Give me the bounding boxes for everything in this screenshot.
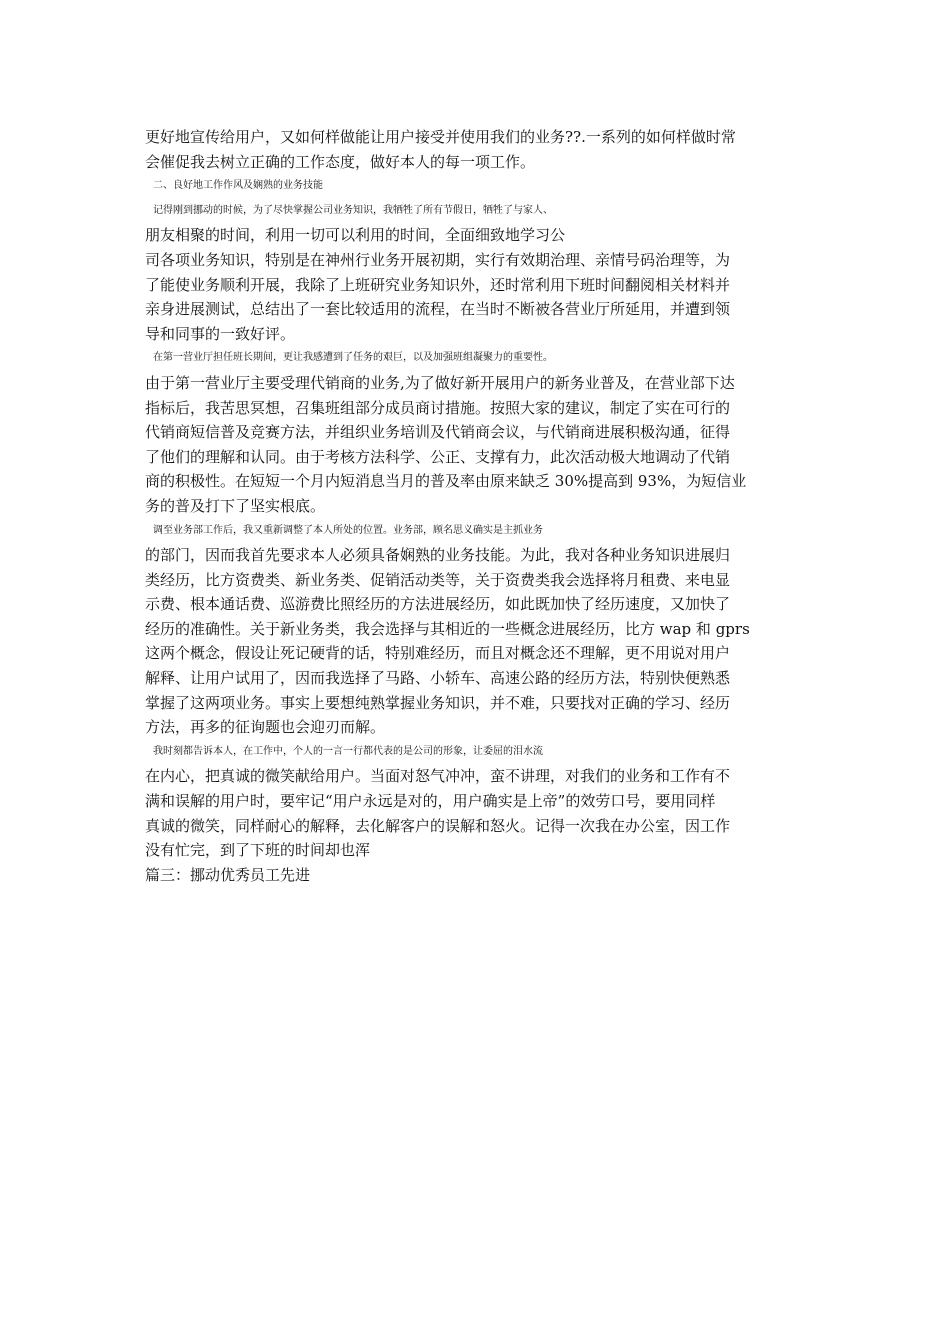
text-line: 记得刚到挪动的时候，为了尽快掌握公司业务知识，我牺牲了所有节假日，牺牲了与家人、: [153, 204, 553, 216]
text-line: 由于第一营业厅主要受理代销商的业务,为了做好新开展用户的新务业普及，在营业部下达: [145, 373, 735, 392]
text-line: 的部门，因而我首先要求本人必须具备娴熟的业务技能。为此，我对各种业务知识进展归: [145, 546, 731, 565]
text-line: 朋友相聚的时间，利用一切可以利用的时间，全面细致地学习公: [145, 226, 566, 245]
text-line: 二、良好地工作作风及娴熟的业务技能: [153, 180, 323, 192]
text-line: 了他们的理解和认同。由于考核方法科学、公正、支撑有力，此次活动极大地调动了代销: [145, 447, 731, 466]
text-line: 掌握了这两项业务。事实上要想纯熟掌握业务知识，并不难，只要找对正确的学习、经历: [145, 693, 731, 712]
text-line: 会催促我去树立正确的工作态度，做好本人的每一项工作。: [145, 152, 536, 171]
text-line: 真诚的微笑，同样耐心的解释，去化解客户的误解和怒火。记得一次我在办公室，因工作: [145, 816, 731, 835]
text-line: 经历的准确性。关于新业务类，我会选择与其相近的一些概念进展经历，比方 wap 和 gprs: [145, 619, 750, 638]
text-line: 司各项业务知识，特别是在神州行业务开展初期，实行有效期治理、亲情号码治理等，为: [145, 250, 731, 269]
text-line: 代销商短信普及竞赛方法，并组织业务培训及代销商会议，与代销商进展积极沟通，征得: [145, 423, 731, 442]
text-line: 篇三：挪动优秀员工先进: [145, 865, 311, 884]
text-line: 商的积极性。在短短一个月内短消息当月的普及率由原来缺乏 30%提高到 93%，为短信业: [145, 472, 747, 491]
text-line: 方法，再多的征询题也会迎刃而解。: [145, 718, 386, 737]
text-line: 这两个概念，假设让死记硬背的话，特别难经历，而且对概念还不理解，更不用说对用户: [145, 644, 731, 663]
text-line: 指标后，我苦思冥想，召集班组部分成员商讨措施。按照大家的建议，制定了实在可行的: [145, 398, 731, 417]
text-line: 调至业务部工作后，我又重新调整了本人所处的位置。业务部，顾名思义确实是主抓业务: [153, 524, 543, 536]
text-line: 亲身进展测试，总结出了一套比较适用的流程，在当时不断被各营业厅所延用，并遭到领: [145, 300, 731, 319]
text-line: 我时刻都告诉本人，在工作中，个人的一言一行都代表的是公司的形象，让委屈的泪水流: [153, 745, 543, 757]
text-line: 务的普及打下了坚实根底。: [145, 496, 326, 515]
text-line: 在第一营业厅担任班长期间，更让我感遭到了任务的艰巨，以及加强班组凝聚力的重要性。: [153, 352, 553, 364]
document-page: [145, 125, 825, 887]
text-line: 在内心，把真诚的微笑献给用户。当面对怒气冲冲，蛮不讲理，对我们的业务和工作有不: [145, 767, 731, 786]
text-line: 更好地宣传给用户，又如何样做能让用户接受并使用我们的业务??.一系列的如何样做时常: [145, 128, 736, 146]
text-line: 满和误解的用户时，要牢记“用户永远是对的，用户确实是上帝”的效劳口号，要用同样: [145, 792, 716, 811]
text-line: 导和同事的一致好评。: [145, 324, 296, 343]
text-line: 示费、根本通话费、巡游费比照经历的方法进展经历，如此既加快了经历速度，又加快了: [145, 595, 731, 614]
text-line: 了能使业务顺利开展，我除了上班研究业务知识外，还时常利用下班时间翻阅相关材料并: [145, 275, 731, 294]
text-line: 类经历，比方资费类、新业务类、促销活动类等，关于资费类我会选择将月租费、来电显: [145, 570, 731, 589]
text-line: 没有忙完，到了下班的时间却也浑: [145, 841, 371, 860]
text-line: 解释、让用户试用了，因而我选择了马路、小轿车、高速公路的经历方法，特别快便熟悉: [145, 669, 731, 688]
